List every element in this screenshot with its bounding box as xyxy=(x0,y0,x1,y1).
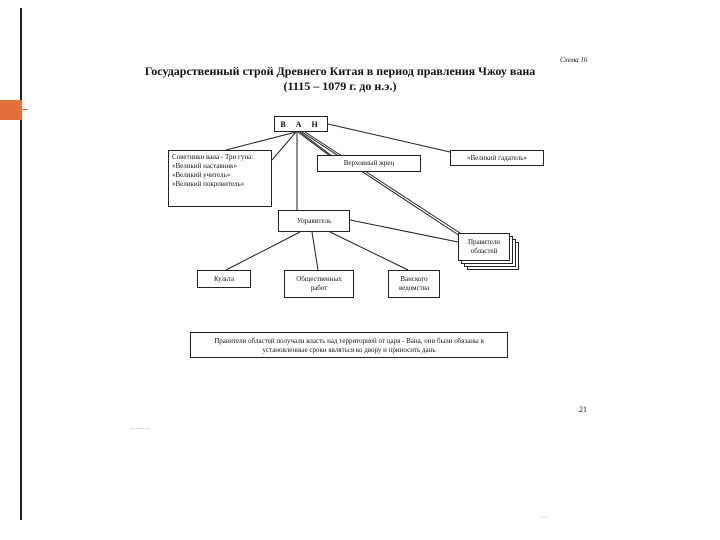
page-number: 21 xyxy=(579,405,587,414)
scan-artifact xyxy=(130,428,150,429)
governors-box: Правители областей xyxy=(458,233,510,261)
royal-domains-box: Ванского ведомства xyxy=(388,270,440,298)
title-line-1: Государственный строй Древнего Китая в период правления Чжоу вана xyxy=(144,64,536,78)
note-box: Правители областей получали власть над территорией от царя - Вана, они были обязаны в установленные сроки являться ко двору и приносить дань xyxy=(190,332,508,358)
title-line-2: (1115 – 1079 г. до н.э.) xyxy=(283,79,397,93)
public-works-box: Общественных работ xyxy=(284,270,354,298)
scheme-number: Схема 16 xyxy=(560,56,588,64)
supreme-priest-box: Верховный жрец xyxy=(317,155,421,172)
diviner-box: «Великий гадатель» xyxy=(450,150,544,166)
wang-box: В А Н xyxy=(274,116,328,132)
council-line: «Великий учитель» xyxy=(172,171,231,179)
council-line: «Великий наставник» xyxy=(172,162,238,170)
council-box xyxy=(168,150,272,207)
scan-artifact xyxy=(540,516,548,517)
council-line: Советники вана - Три гуна: xyxy=(172,153,254,161)
council-line: «Великий покровитель» xyxy=(172,180,245,188)
manager-box: Управитель xyxy=(278,210,350,232)
cult-box: Культа xyxy=(197,270,251,288)
